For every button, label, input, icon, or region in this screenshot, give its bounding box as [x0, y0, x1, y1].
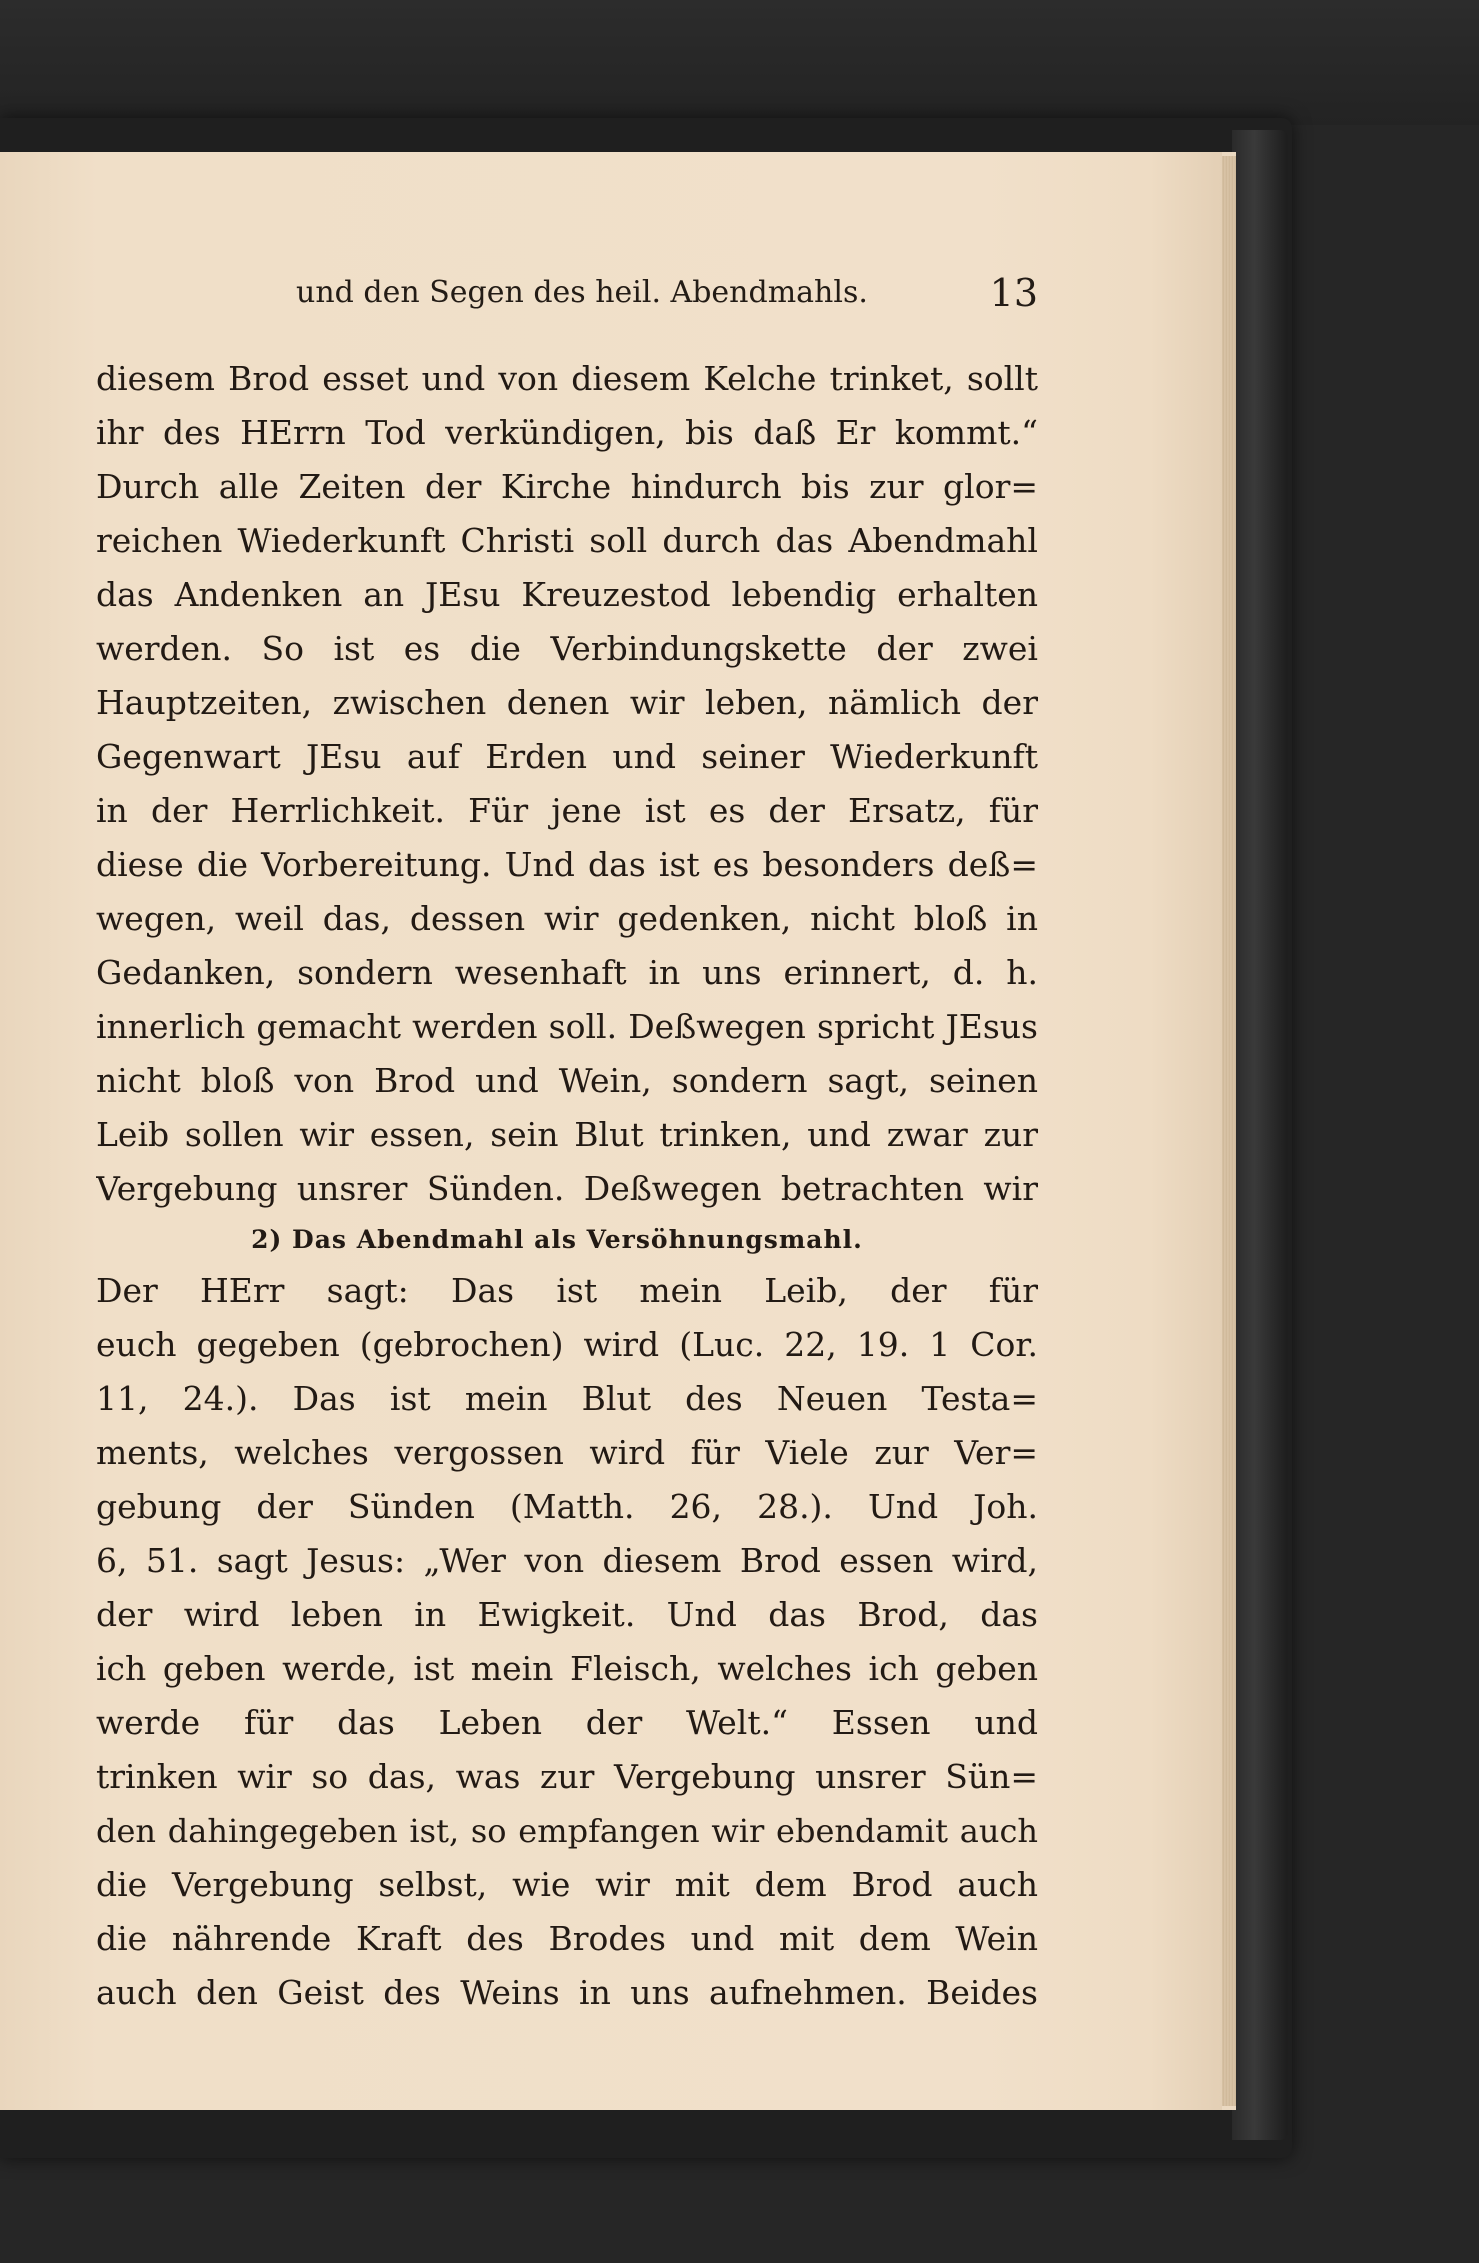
paragraph-part-2	[96, 1264, 1038, 2020]
text-line: Hauptzeiten, zwischen denen wir leben, nämlich der	[96, 683, 1038, 722]
text-line: ich geben werde, ist mein Fleisch, welches ich geben	[96, 1649, 1038, 1688]
running-head	[0, 268, 1222, 318]
text-line: das Andenken an JEsu Kreuzestod lebendig erhalten	[96, 575, 1038, 614]
page-number: 13	[989, 271, 1038, 315]
text-line: werde für das Leben der Welt.“ Essen und	[96, 1703, 1038, 1742]
text-line: ihr des HErrn Tod verkündigen, bis daß Er kommt.“	[96, 413, 1038, 452]
text-line: gebung der Sünden (Matth. 26, 28.). Und Joh.	[96, 1487, 1038, 1526]
text-block	[96, 352, 1038, 2020]
text-line: die nährende Kraft des Brodes und mit dem Wein	[96, 1919, 1038, 1958]
text-line: diesem Brod esset und von diesem Kelche trinket, sollt	[96, 359, 1038, 398]
text-line: Leib sollen wir essen, sein Blut trinken, und zwar zur	[96, 1115, 1038, 1154]
text-line: Gegenwart JEsu auf Erden und seiner Wiederkunft	[96, 737, 1038, 776]
text-line: Durch alle Zeiten der Kirche hindurch bis zur glor=	[96, 467, 1038, 506]
text-line: Vergebung unsrer Sünden. Deßwegen betrachten wir	[96, 1169, 1038, 1208]
running-title: und den Segen des heil. Abendmahls.	[296, 275, 868, 310]
text-line: trinken wir so das, was zur Vergebung unsrer Sün=	[96, 1757, 1038, 1796]
text-line: werden. So ist es die Verbindungskette der zwei	[96, 629, 1038, 668]
text-line: wegen, weil das, dessen wir gedenken, nicht bloß in	[96, 899, 1038, 938]
text-line: innerlich gemacht werden soll. Deßwegen spricht JEsus	[96, 1007, 1038, 1046]
section-subheading: 2) Das Abendmahl als Versöhnungsmahl.	[251, 1225, 863, 1254]
text-line: die Vergebung selbst, wie wir mit dem Brod auch	[96, 1865, 1038, 1904]
text-line: 11, 24.). Das ist mein Blut des Neuen Testa=	[96, 1379, 1038, 1418]
text-line: ments, welches vergossen wird für Viele zur Ver=	[96, 1433, 1038, 1472]
text-line: der wird leben in Ewigkeit. Und das Brod, das	[96, 1595, 1038, 1634]
text-line: Gedanken, sondern wesenhaft in uns erinnert, d. h.	[96, 953, 1038, 992]
text-line: 6, 51. sagt Jesus: „Wer von diesem Brod essen wird,	[96, 1541, 1038, 1580]
text-line: Der HErr sagt: Das ist mein Leib, der für	[96, 1271, 1038, 1310]
text-line: reichen Wiederkunft Christi soll durch das Abendmahl	[96, 521, 1038, 560]
backdrop	[0, 0, 1479, 125]
text-line: nicht bloß von Brod und Wein, sondern sagt, seinen	[96, 1061, 1038, 1100]
paragraph-part-1	[96, 352, 1038, 1216]
text-line: euch gegeben (gebrochen) wird (Luc. 22, 19. 1 Cor.	[96, 1325, 1038, 1364]
page-edges	[1222, 156, 1236, 2106]
text-line: den dahingegeben ist, so empfangen wir ebendamit auch	[96, 1812, 1038, 1850]
book-cover-edge	[1232, 130, 1288, 2140]
text-line: diese die Vorbereitung. Und das ist es besonders deß=	[96, 845, 1038, 884]
text-line: in der Herrlichkeit. Für jene ist es der Ersatz, für	[96, 791, 1038, 830]
text-line: auch den Geist des Weins in uns aufnehmen. Beides	[96, 1973, 1038, 2012]
